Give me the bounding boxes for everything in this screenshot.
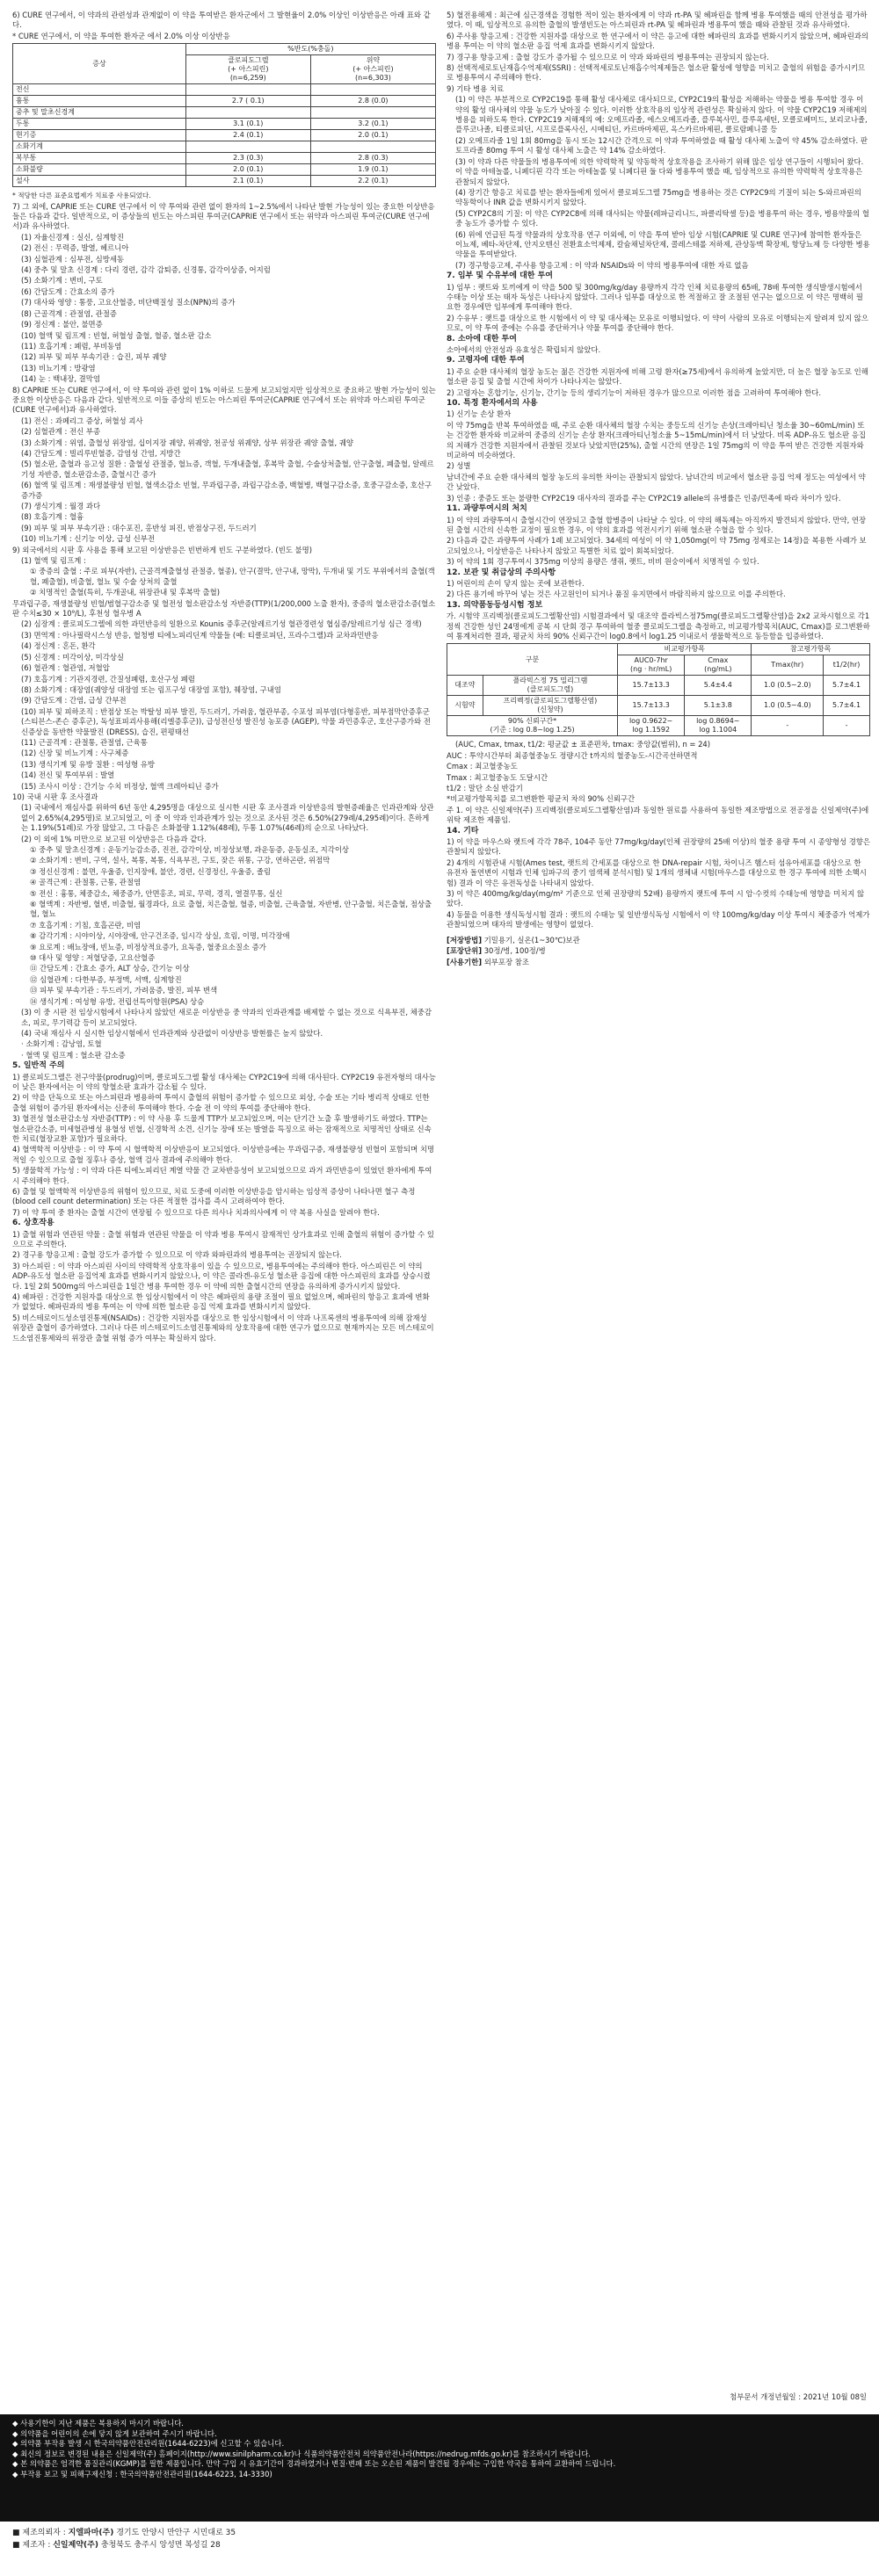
list-item: (2) 이 외에 1% 미만으로 보고된 이상반응은 다음과 같다. [21,834,207,843]
table-cell [185,107,310,119]
be-table-header-group2: 참고평가항목 [752,644,870,655]
list-item: (5) 신경계 : 미각이상, 미각상실 [21,652,124,662]
be-table-header-cmax: Cmax (ng/mL) [685,655,752,676]
list-item: 7) 이 약 투여 중 환자는 출혈 시간이 연장될 수 있으므로 다른 의사나 치과의사에게 이 약 복용 사실을 알려야 한다. [12,1207,380,1217]
list-item: 6) 출혈 및 혈액학적 이상반응의 위험이 있으므로, 치료 도중에 이러한 이상반응을 암시하는 임상적 증상이 나타나면 혈구 측정(blood cell count determination) 또는 다른 적절한 검사를 즉시 고려하여야 한다. [12,1187,416,1206]
list-item: (10) 피부 및 피하조직 : 반점상 또는 박탈성 피부 발진, 두드러기, 가려움, 혈관부종, 수포성 피부염(다형홍반, 피부점막안증후군(스티븐스-존슨 증후군), 독성표피괴사용해(리엘증후군)), 급성전신성 발진성 농포증 (AGEP), 약물 과민증후군, 호산구증가와 전신증상을 동반한 약물발진 (DRESS), 습진, 편평태선 [21,706,431,736]
table-header-drug: 클로피도그렐 (+ 아스피린) (n=6,259) [185,55,310,84]
special-populations-list [447,409,870,503]
table-row [447,676,870,696]
list-item: 5) 생물학적 가능성 : 이 약과 다른 티에노피리딘 계열 약물 간 교차반응성이 보고되었으므로 과거 과민반응이 있었던 환자에게 투여 시 주의해야 한다. [12,1166,432,1185]
table-cell [310,141,435,153]
list-item: ⑬ 피부 및 부속기관 : 두드러기, 가려움증, 발진, 피부 변색 [30,986,218,995]
section-9-list [12,546,436,792]
list-item: 2) 경구용 항응고제 : 출혈 강도가 증가할 수 있으므로 이 약과 와파린과의 병용투여는 권장되지 않는다. [12,1250,342,1260]
be-table-notes [447,740,870,804]
right-column [447,11,870,968]
section-title-storage: 12. 보관 및 취급상의 주의사항 [447,568,556,577]
list-item: · 소화기계 : 감낭염, 토혈 [21,1039,102,1049]
list-item: · 혈액 및 림프계 : 혈소판 감소증 [21,1050,126,1060]
storage-caution-list [447,579,870,600]
list-item: 1) 주요 순환 대사체의 혈장 농도는 젊은 건강한 지원자에 비해 고령 환자(≥75세)에서 유의하게 높았지만, 더 높은 혈장 농도로 인해 혈소판 응집 및 출혈 시간에 차이가 나타나지는 않았다. [447,366,868,387]
list-item: (9) 정신계 : 불안, 불면증 [21,320,103,329]
table-cell [310,84,435,96]
list-item: (13) 비뇨기계 : 방광염 [21,363,96,373]
list-item: (8) 근골격계 : 관절염, 관절증 [21,308,117,318]
table-cell: - [824,716,870,736]
list-item: ③ 정신신경계 : 불면, 우울증, 인지장애, 불안, 경련, 신경정신, 우울증, 졸림 [30,866,272,876]
list-item: (7) 경구항응고제, 주사용 항응고제 : 이 약과 NSAIDs와 이 약의 병용투여에 대한 자료 없음 [455,260,749,270]
other-info-list [447,837,870,930]
list-item: ② 치명적인 출혈(특히, 두개골내, 위장관내 및 후복막 출혈) [30,588,220,597]
list-item: 2) 고령자는 혼합기능, 신기능, 간기능 등의 생리기능이 저하된 경우가 많으므로 이러한 점을 고려하여 투여해야 한다. [447,387,822,397]
list-item: (4) 장기간 항응고 치료를 받는 환자들에게 있어서 클로피도그렐 75mg을 병용하는 것은 CYP2C9의 기질이 되는 S-와르파린의 약동학이나 INR 값을 변화시키지 않았다. [455,187,861,207]
section-title-pediatric: 8. 소아에 대한 투여 [447,334,517,344]
storage-info: [저장방법] 기밀용기, 실온(1~30℃)보관 [447,935,580,944]
list-item: 6) 주사용 항응고제 : 건강한 지원자를 대상으로 한 연구에서 이 약은 응고에 대한 헤파린의 효과를 변화시키지 않았으며, 헤파린과의 병용 투여는 이 약의 혈소판 응집 억제 효과를 변화시키지 않았다. [447,31,869,51]
list-item: (6) 위에 언급된 특정 약물과의 상호작용 연구 이외에, 이 약을 투여 받아 임상 시험(CAPRIE 및 CURE 연구)에 참여한 환자들은 이뇨제, 베타-차단제, 안지오텐신 전환효소억제제, 칼슘채널차단제, 콜레스테롤 저하제, 관상동맥 확장제, 항당뇨제 등 다양한 병용약물을 투여받았다. [455,229,870,259]
table-cell: 2.4 (0.1) [185,130,310,141]
list-item: 소아에서의 안전성과 유효성은 확립되지 않았다. [447,345,601,354]
section-title-elderly: 9. 고령자에 대한 투여 [447,356,525,365]
list-item: ① 중증의 출혈 : 주로 피부(자반), 근골격계출혈성 관절증, 혈종), 안구(결막, 안구내, 망막), 두개내 및 기도 부위에서의 출혈(객혈, 폐출혈), 비출혈, 혈뇨 및 수술 상처의 출혈 [30,567,435,586]
list-item: (5) 혈소판, 출혈과 응고성 질환 : 출혈성 관절증, 혈뇨증, 객혈, 두개내출혈, 후복막 출혈, 수술상처출혈, 안구출혈, 폐출혈, 알레르기성 자반증, 혈소판감소증, 출혈시간 증가 [21,459,434,479]
list-item: 1) 어린이의 손이 닿지 않는 곳에 보관한다. [447,578,585,588]
table-row [13,164,436,176]
list-item: ⑧ 감각기계 : 시야이상, 시야장애, 안구건조증, 임시각 상실, 흐림, 이명, 미각장애 [30,931,290,941]
section-title-bioequivalence: 13. 의약품동등성시험 정보 [447,600,543,610]
be-table-header-t12: t1/2(hr) [824,655,870,676]
intro-text: 6) CURE 연구에서, 이 약과의 관련성과 관계없이 이 약을 투여받은 환자군에서 그 발현율이 2.0% 이상인 이상반응은 아래 표와 같다. [12,11,431,30]
table-cell: 전신 [13,84,186,96]
bioequivalence-intro: 가. 시험약 프리벡정(클로피도그렐황산염) 시험결과에서 및 대조약 플라빅스정75mg(클로피도그렐황산염)을 2x2 교차시험으로 각1정씩 건강한 성인 24명에게 공복 시 단회 경구 투여하여 혈중 클로피도그렐을 측정하고, 비교평가항목치(AUC, Cmax)를 로그변환하여 통계처리한 결과, 평균치 차의 90% 신뢰구간이 log0.8에서 log1.25 이내로서 생물학적으로 동등함을 입증하였다. [447,611,870,640]
list-item: (5) CYP2C8의 기질: 이 약은 CYP2C8에 의해 대사되는 약물(레파글리니드, 파클리탁셀 등)을 병용투여 하는 경우, 병용약물의 혈중 농도가 증가할 수 있다. [455,208,870,228]
interactions-continued-list [447,11,870,271]
table-corner: 증상 [13,44,186,84]
list-item: 1) 클로피도그렐은 전구약물(prodrug)이며, 클로피도그렐 활성 대사체는 CYP2C19에 의해 대사된다. CYP2C19 유전자형의 대사능이 낮은 환자에서는 이 약의 항혈소판 효과가 감소될 수 있다. [12,1072,436,1091]
list-item: 3) 이 약의 1회 경구투여시 375mg 이상의 용량은 생쥐, 랫트, 비비 원숭이에서 치명적일 수 있다. [447,557,759,567]
list-item: (6) 혈액 및 림프계 : 재생불량성 빈혈, 혈색소감소 빈혈, 무과립구증, 과립구감소증, 백혈병, 백혈구감소증, 호중구감소증, 호산구증가증 [21,481,432,500]
section-title-general-precautions: 5. 일반적 주의 [12,1061,65,1071]
list-item: (2) 전신 : 무력증, 발열, 헤르니아 [21,243,129,253]
list-item: (10) 비뇨기계 : 신기능 이상, 급성 신부전 [21,534,155,544]
list-item: ⑫ 심혈관계 : 다한부증, 부정맥, 서맥, 심계항진 [30,974,182,984]
list-item: (11) 근골격계 : 관절통, 관절염, 근육통 [21,737,148,747]
list-item: 3) 인종 : 중증도 또는 불량한 CYP2C19 대사자의 결과를 주는 CYP2C19 allele의 유병률은 인종/민족에 따라 차이가 있다. [447,493,841,503]
table-note: *비교평가항목치를 로그변환한 평균치 차의 90% 신뢰구간 [447,794,636,804]
list-item: (7) 대사와 영양 : 통풍, 고요산혈증, 비단백질성 질소(NPN)의 증가 [21,298,236,308]
table-cell: 1.0 (0.5~4.0) [752,696,824,716]
list-item: (10) 혈액 및 림프계 : 빈혈, 허혈성 출혈, 혈종, 혈소판 감소 [21,330,212,340]
list-item: (12) 신장 및 비뇨기계 : 사구체증 [21,749,129,758]
table-row [13,119,436,130]
notice-line: ◆ 사용기한이 지난 제품은 복용하지 마시기 바랍니다. [12,2419,184,2428]
list-item: (2) 심혈관계 : 전신 부종 [21,427,101,437]
list-item: 9) 외국에서의 시판 후 사용을 통해 보고된 이상반응은 빈번하게 빈도 구분하였다. (빈도 불명) [12,545,312,554]
table-note: * 적당한 다른 표준요법제가 치료중 사용되었다. [12,192,151,200]
list-item: 2) 성별 [447,461,471,471]
section-title-interactions: 6. 상호작용 [12,1219,54,1228]
table-cell: 프리벡정(클로피도그렐황산염) (신청약) [483,696,617,716]
table-cell: 소화불량 [13,164,186,176]
notice-bar [0,2414,879,2522]
table-cell: 15.7±13.3 [618,676,685,696]
list-item: 3) 아스피린 : 이 약과 아스피린 사이의 약력학적 상호작용이 있을 수 있으므로, 병용투여에는 주의해야 한다. 아스피린은 이 약의 ADP-유도성 혈소판 응집억제 효과를 변화시키지 않았으나, 이 약은 콜라겐-유도성 혈소판 응집에 대한 아스피린의 효과를 상승시켰다. 1일 2회 500mg의 아스피린을 1일간 병용 투여한 경우 이 약에 의한 출혈시간의 연장을 유의하게 증가시키지 않았다. [12,1261,431,1291]
list-item: (3) 면역계 : 아나필락시스성 반응, 혈청병 티에노피리딘계 약물들 (예: 티클로피딘, 프라수그렐)과 교차과민반응 [21,630,379,640]
pregnancy-list [447,283,870,334]
list-item: (4) 중추 및 말초 신경계 : 다리 경련, 감각 감퇴증, 신경통, 감각이상증, 어지럼 [21,265,271,275]
list-item: ⑨ 요로계 : 배뇨장애, 빈뇨증, 비정상적요증가, 요독증, 혈중요소질소 증가 [30,942,266,952]
table-cell: 3.2 (0.1) [310,119,435,130]
list-item: 2) 4개의 시험관내 시험(Ames test, 랫트의 간세포를 대상으로 한 DNA-repair 시험, 차이니즈 햄스터 섬유아세포를 대상으로 한 유전자 돌연변이 시험과 인체 임파구의 중기 염색체 분석시험) 및 1개의 생체내 시험(마우스를 대상으로 한 경구 투여에 의한 소핵시험) 결과 이 약은 유전독성을 나타내지 않았다. [447,857,867,887]
list-item: ⑥ 혈액계 : 자반병, 혈변, 비출혈, 월경과다, 요로 출혈, 치은출혈, 혈종, 비출혈, 근육출혈, 자반병, 안구출혈, 치은출혈, 점상출혈, 혈뇨 [30,900,432,919]
table-row [13,84,436,96]
table-cell: 대조약 [447,676,483,696]
manufacturer: ■ 제조자 : 신일제약(주) 충청북도 충주시 앙성면 복성길 28 [12,2541,221,2550]
notice-line: ◆ 본 의약품은 엄격한 품질관리(KGMP)를 필한 제품입니다. 만약 구입 시 유효기간이 경과하였거나 변질·변패 또는 오손된 제품이 발견될 경우에는 구입한 약국을 통하여 교환하여 드립니다. [12,2459,616,2469]
list-item: 4) 혈액학적 이상반응 : 이 약 투여 시 혈액학적 이상반응이 보고되었다. 이상반응에는 무과립구증, 재생불량성 빈혈이 포함되며 치명적일 수 있으므로 출혈 징후나 증상, 혈액 검사 결과에 주의해야 한다. [12,1145,435,1164]
table-note: t1/2 : 말단 소실 반감기 [447,784,523,792]
table-cell: 중추 및 말초신경계 [13,107,186,119]
table-row [447,696,870,716]
adverse-reaction-table [12,43,436,187]
table-row [13,176,436,187]
interactions-list [12,1230,436,1343]
list-item: (4) 간담도계 : 빌리루빈혈증, 감염성 간염, 지방간 [21,448,181,458]
table-note: Tmax : 최고혈중농도 도달시간 [447,772,548,782]
list-item: ⑩ 대사 및 영양 : 저혈당증, 고요산혈증 [30,953,156,963]
overdose-list [447,516,870,568]
table-cell: 흉통 [13,96,186,107]
list-item: 5) 비스테로이드성소염진통제(NSAIDs) : 건강한 지원자를 대상으로 한 임상시험에서 이 약과 나프록센의 병용투여에 의해 잠재성 위장관 출혈이 증가하였다. 그러나 다른 비스테로이드소염진통제와의 상호작용에 대한 연구가 없으므로 현재까지는 모든 비스테로이드소염진통제와의 위장관 출혈 위험 증가 여부는 확실하지 않다. [12,1313,434,1342]
table-cell: 2.0 (0.1) [185,164,310,176]
list-item: (6) 간담도계 : 간효소의 증가 [21,286,115,296]
list-item: ⑪ 간담도계 : 간효소 증가, ALT 상승, 간기능 이상 [30,964,190,973]
list-item: (11) 호흡기계 : 폐렴, 부비동염 [21,341,122,351]
list-item: (12) 피부 및 피부 부속기관 : 습진, 피부 궤양 [21,352,167,362]
manufacturer-info [0,2522,879,2557]
section-8-list [12,386,436,545]
list-item: 4) 동물을 이용한 생식독성시험 결과 : 랫트의 수태능 및 일반생식독성 시험에서 이 약 100mg/kg/day 이상 투여시 체중증가 억제가 관찰되었으며 태자의 발생에는 영향이 없었다. [447,909,870,930]
table-row [13,153,436,164]
be-table-header-group1: 비교평가항목 [618,644,752,655]
list-item: ⑤ 전신 : 흉통, 체중감소, 체중증가, 안면홍조, 피로, 무력, 경직, 열결무통, 실신 [30,888,283,898]
table-note: Cmax : 최고혈중농도 [447,762,518,771]
list-item: 3) 이 약은 400mg/kg/day(mg/m² 기준으로 인체 권장량의 52배) 용량까지 랫트에 투여 시 암·수컷의 수태능에 영향을 미치지 않았다. [447,889,865,908]
table-cell: 90% 신뢰구간* (기준 : log 0.8~log 1.25) [447,716,618,736]
table-cell: 시험약 [447,696,483,716]
list-item: 2) 다른 용기에 바꾸어 넣는 것은 사고원인이 되거나 품질 유지면에서 바람직하지 않으므로 이를 주의한다. [447,590,786,599]
table-cell: 5.7±4.1 [824,696,870,716]
be-table-header-tmax: Tmax(hr) [752,655,824,676]
list-item: (3) 이 중 시판 전 임상시험에서 나타나지 않았던 새로운 이상반응 중 약과의 인과관계를 배제할 수 없는 것으로 식욕부진, 체중감소, 피로, 무기력감 등이 보고되었다. [21,1008,432,1027]
pediatric-list [447,345,870,355]
be-footnote: 주 1. 이 약은 신일제약(주) 프리벡정(클로피도그렐황산염)과 동일한 원료를 사용하여 동일한 제조방법으로 전공정을 신일제약(주)에 위탁 제조한 제품임. [447,805,869,825]
list-item: (2) 심장계 : 클로피도그렐에 의한 과민반응의 일환으로 Kounis 증후군(알레르기성 혈관경련성 협심증/알레르기성 심근 경색) [21,619,422,629]
list-item: 1) 이 약의 과량투여시 출혈시간이 연장되고 출혈 합병증이 나타날 수 있다. 이 약의 해독제는 아직까지 발견되지 않았다. 만약, 연장된 출혈 시간의 신속한 교정이 필요한 경우, 이 약의 효과를 역전시키기 위해 혈소판 수혈을 할 수 있다. [447,515,867,534]
table-cell: 3.1 (0.1) [185,119,310,130]
list-item: 이 약 75mg을 반복 투여하였을 때, 주로 순환 대사체의 혈장 수치는 중등도의 신기능 손상(크레아티닌 청소율 30~60mL/min) 또는 건강한 환자와 비교하여 중증의 신기능 손상 환자(크레아티닌청소율 5~15mL/min)에서 더 낮았다. 비록 ADP-유도 혈소판 응집의 저해가 건강한 지원자에서 관찰된 것보다 낮았지만(25%), 출혈 시간의 연장은 1일 75mg의 이 약을 투여 받은 건강한 지원자와 비교하여 비슷하였다. [447,420,866,460]
section-title-overdose: 11. 과량투여시의 처치 [447,504,527,514]
list-item: (1) 자율신경계 : 실신, 심계항진 [21,232,124,242]
section-title-pregnancy: 7. 임부 및 수유부에 대한 투여 [447,271,553,281]
table-row [447,716,870,736]
list-item: 1) 신기능 손상 환자 [447,409,512,419]
list-item: (1) 이 약은 부분적으로 CYP2C19를 통해 활성 대사체로 대사되므로, CYP2C19의 활성을 저해하는 약물을 병용 투여할 경우 이 약의 활성 대사체의 약물 농도가 낮아질 수 있다. 이러한 상호작용의 임상적 관련성은 확실하지 않다. 이 약물 CYP2C19 저해제의 병용을 피하도록 한다. CYP2C19 저해제의 예: 오메프라졸, 에스오메프라졸, 플루복사민, 플루옥세틴, 모클로베미드, 보리코나졸, 플루코나졸, 티클로피딘, 시프로플록사신, 시메티딘, 카르바마제핀, 옥스카르바제핀, 클로람페니콜 등 [455,95,868,134]
list-item: 9) 기타 병용 치료 [447,83,505,93]
list-item: ④ 골격근계 : 관절통, 근통, 관절염 [30,878,142,887]
table-cell: 소화기계 [13,141,186,153]
list-item: 1) 출혈 위험과 연관된 약물 : 출혈 위험과 연관된 약물을 이 약과 병용 투여시 잠재적인 상가효과로 인해 출혈의 위험이 증가할 수 있으므로 주의한다. [12,1229,434,1249]
list-item: 7) 경구용 항응고제 : 출혈 강도가 증가될 수 있으므로 이 약과 와파린의 병용투여는 권장되지 않는다. [447,52,769,62]
list-item: (8) 소화기계 : 대장염(궤양성 대장염 또는 림프구성 대장염 포함), 췌장염, 구내염 [21,684,281,694]
table-header-placebo: 위약 (+ 아스피린) (n=6,303) [310,55,435,84]
list-item: (4) 국내 재심사 시 실시한 임상시험에서 인과관계와 상관없이 이상반응 발현률은 높지 않았다. [21,1028,323,1038]
bioequivalence-table [447,643,870,736]
revision-date: 첨부문서 개정년월일 : 2021년 10월 08일 [730,2392,867,2401]
notice-line: ◆ 최신의 정보로 변경된 내용은 신일제약(주) 홈페이지(http://www.sinilpharm.co.kr)나 식품의약품안전처 의약품안전나라(https://nedrug.mfds.go.kr)를 참조하시기 바랍니다. [12,2449,591,2458]
list-item: (9) 피부 및 피부 부속기관 : 대수포진, 홍반성 피진, 반점상구진, 두드러기 [21,523,257,532]
table-row [13,141,436,153]
list-item: (14) 눈 : 백내장, 결막염 [21,374,100,384]
table-cell: 현기증 [13,130,186,141]
list-item: (4) 정신계 : 혼돈, 환각 [21,641,96,651]
table-cell: 설사 [13,176,186,187]
list-item: 10) 국내 시판 후 조사결과 [12,792,98,801]
be-table-header-gubun: 구분 [447,644,618,676]
list-item: (9) 간담도계 : 간염, 급성 간부전 [21,696,127,706]
table-cell: 두통 [13,119,186,130]
table-cell: 2.1 (0.1) [185,176,310,187]
list-item: (2) 오메프라졸 1일 1회 80mg을 동시 또는 12시간 간격으로 이 약과 투여하였을 때 활성 대사체 노출이 약 45% 감소하였다. 판토프라졸 80mg 투여 시 활성 대사체 노출은 약 14% 감소하였다. [455,135,868,156]
table-note: (AUC, Cmax, tmax, t1/2: 평균값 ± 표준편차, tmax: 중앙값(범위), n = 24) [455,740,711,749]
elderly-list [447,367,870,398]
list-item: (3) 심혈관계 : 심부전, 심방세동 [21,254,124,264]
list-item: (1) 국내에서 재심사를 위하여 6년 동안 4,295명을 대상으로 실시한 시판 후 조사결과 이상반응의 발현증례율은 인과관계와 상관없이 2.65%(4,295명)로 보고되었고, 이 중 이 약과 인과관계가 있는 것으로 조사된 것은 6.50%(279례/4,295례)이다. 흔하게는 1.19%(51례)로 가장 많았고, 그 다음은 소화불량 1.12%(48례), 두통 1.07%(46례)의 순으로 나타났다. [21,803,434,833]
list-item: 2) 수유부 : 랫트를 대상으로 한 시험에서 이 약 및 대사체는 모유로 이행되었다. 이 약이 사람의 모유로 이행되는지 알려져 있지 않으므로, 이 약 투여 중에는 수유를 중단하거나 약물 투여를 중단해야 한다. [447,313,868,333]
list-item: (6) 혈관계 : 혈관염, 저혈압 [21,663,110,673]
left-column [12,11,436,1344]
table-cell [310,107,435,119]
table-cell: 복부통 [13,153,186,164]
table-header-group: %반도(%충돌) [185,44,435,55]
table-caption: * CURE 연구에서, 이 약을 투여한 환자군 에서 2.0% 이상 이상반응 [12,31,230,40]
list-item: (7) 생식기계 : 월경 과다 [21,502,101,510]
list-item: ② 소화기계 : 변비, 구역, 설사, 복통, 복통, 식욕부진, 구토, 잦은 위통, 구강, 연하곤란, 위점막 [30,856,331,865]
list-item: ⑦ 호흡기계 : 기침, 호흡곤란, 비염 [30,920,142,930]
table-cell: 1.9 (0.1) [310,164,435,176]
table-cell: 2.8 (0.3) [310,153,435,164]
table-cell: - [752,716,824,736]
list-item: ① 중추 및 말초신경계 : 운동기능감소증, 진전, 감각이상, 비정상보행, 과운동증, 운동실조, 지각이상 [30,845,350,854]
list-item: (3) 이 약과 다른 약물들의 병용투여에 의한 약력학적 및 약동학적 상호작용을 조사하기 위해 많은 임상 연구들이 시행되어 왔다. 이 약을 아테놀롤, 니페디핀 각각 또는 아테놀롤 및 니페디핀 둘 다와 병용투여 했을 때, 임상적으로 유의한 약력학적 상호작용은 관찰되지 않았다. [455,156,864,186]
list-item: (3) 소화기계 : 위염, 출혈성 위장염, 십이지장 궤양, 위궤양, 천공성 위궤양, 상부 위장관 궤양 출혈, 궤양 [21,438,354,447]
list-item: (7) 호흡기계 : 기관지경련, 간질성폐렴, 호산구성 폐렴 [21,674,195,684]
footer [0,2414,879,2557]
list-item: (15) 조사시 이상 : 간기능 수치 비정상, 혈액 크레아티닌 증가 [21,781,219,791]
list-item: (5) 소화기계 : 변비, 구토 [21,276,103,286]
list-item: 무과립구증, 재생불량성 빈혈/범혈구감소증 및 혈전성 혈소판감소성 자반증(TTP)(1/200,000 노출 환자), 중증의 혈소판감소증(혈소판 수치≤30 × 10⁹/L), 후천성 혈우병 A [12,598,436,619]
expiry-info: [사용기한] 외부포장 참조 [447,957,529,966]
list-item: 4) 헤파린 : 건강한 지원자를 대상으로 한 임상시험에서 이 약은 헤파린의 용량 조절이 필요 없었으며, 헤파린의 항응고 효과에 변화가 없었다. 헤파린과의 병용 투여는 이 약에 의한 혈소판 응집 억제 효과를 변화시키지 않았다. [12,1292,430,1312]
table-row [13,96,436,107]
table-cell [185,84,310,96]
section-title-special-populations: 10. 특정 환자에서의 사용 [447,399,538,409]
list-item: 8) 선택적세로토닌재흡수억제제(SSRI) : 선택적세로토닌재흡수억제제들은 혈소판 활성에 영향을 미치고 출혈의 위험을 증가시키므로 병용투여시 주의해야 한다. [447,63,866,83]
general-precautions-list [12,1073,436,1219]
list-item: ⑭ 생식기계 : 여성형 유방, 전립선특이항원(PSA) 상승 [30,996,205,1006]
be-table-header-auc: AUC0-7hr (ng · hr/mL) [618,655,685,676]
list-item: (13) 생식기계 및 유방 질환 : 여성형 유방 [21,759,155,769]
list-item: 1) 이 약을 마우스와 랫트에 각각 78주, 104주 동안 77mg/kg/day(인체 권장량의 25배 이상)의 혈중 용량 투여 시 종양형성 경향은 관찰되지 않았다. [447,837,870,857]
table-row [13,130,436,141]
table-cell: 5.7±4.1 [824,676,870,696]
table-cell: log 0.8694~ log 1.1004 [685,716,752,736]
list-item: 남녀간에 주요 순환 대사체의 혈장 농도의 유의한 차이는 관찰되지 않았다. 남녀간의 비교에서 혈소판 응집 억제 정도는 여성에서 약간 낮았다. [447,472,866,492]
table-cell: 5.1±3.8 [685,696,752,716]
list-item: (8) 호흡기계 : 혈흉 [21,512,84,522]
table-cell: 1.0 (0.5~2.0) [752,676,824,696]
list-item: (1) 전신 : 과페리그 증상, 허혈성 괴사 [21,416,143,425]
table-cell [185,141,310,153]
notice-line: ◆ 의약품 부작용 발생 시 한국의약품안전관리원(1644-6223)에 신고할 수 있습니다. [12,2439,285,2449]
manufacturer-requester: ■ 제조의뢰자 : 지엘파마(주) 경기도 안양시 만안구 시민대로 35 [12,2529,236,2537]
table-cell: 2.7 ( 0.1) [185,96,310,107]
table-row [13,107,436,119]
table-cell: 2.3 (0.3) [185,153,310,164]
table-cell: 2.8 (0.0) [310,96,435,107]
table-cell: 2.2 (0.1) [310,176,435,187]
list-item: 7) 그 외에, CAPRIE 또는 CURE 연구에서 이 약 투여와 관련 없이 환자의 1~2.5%에서 나타난 발현 가능성이 있는 중요한 이상반응들은 다음과 같다. 일반적으로, 이 증상들의 빈도는 아스피린 투여군(CAPRIE 연구에서 또는 위약과 아스피린 투여군(CURE 연구에서)과 유사하였다. [12,201,435,231]
list-item: 2) 다음과 같은 과량투여 사례가 1례 보고되었다. 34세의 여성이 이 약 1,050mg(이 약 75mg 정제로는 14정)을 복용한 사례가 보고되었으나, 이상반응은 나타나지 않았고 특별한 치료 없이 회복되었다. [447,536,867,555]
section-title-other: 14. 기타 [447,826,479,836]
list-item: 5) 혈전용해제 : 최근에 심근경색을 경험한 적이 있는 환자에게 이 약과 rt-PA 및 헤파린을 함께 병용 투여했을 때의 안전성을 평가하였다. 이 때, 임상적으로 유의한 출혈의 발생빈도는 아스피린과 rt-PA 및 헤파린과 병용투여 했을 때와 관찰된 것과 유사하였다. [447,11,868,30]
list-item: (14) 전신 및 투여부위 : 발열 [21,771,115,780]
table-cell: 2.0 (0.1) [310,130,435,141]
notice-line: ◆ 부작용 보고 및 피해구제신청 : 한국의약품안전관리원(1644-6223, 14-3330) [12,2469,272,2478]
table-cell: log 0.9622~ log 1.1592 [618,716,685,736]
table-cell: 플라빅스정 75 밀리그램 (클로피도그렐) [483,676,617,696]
list-item: (1) 혈액 및 림프계 : [21,556,86,566]
section-10-list [12,792,436,1060]
list-item: 2) 이 약을 단독으로 또는 아스피린과 병용하여 투여시 출혈의 위험이 증가할 수 있으므로 외상, 수술 또는 기타 병리적 상태로 인한 출혈 위험이 증가된 환자에서는 신중히 투여해야 한다. 수술 전 이 약의 투여를 중단해야 한다. [12,1093,430,1112]
section-7-list [12,202,436,385]
list-item: 1) 임부 : 랫트와 토끼에게 이 약을 500 및 300mg/kg/day 용량까지 각각 인체 치료용량의 65배, 78배 투여한 생식발생시험에서 수태능 이상 또는 태자 독성은 나타나지 않았다. 그러나 임부를 대상으로 한 적절하고 잘 조절된 연구는 없으므로 이 약은 명백히 필요한 경우에만 임부에게 투여해야 한다. [447,282,863,312]
table-cell: 5.4±4.4 [685,676,752,696]
list-item: 8) CAPRIE 또는 CURE 연구에서, 이 약 투여와 관련 없이 1% 이하로 드물게 보고되었지만 임상적으로 중요하고 발현 가능성이 있는 중요한 이상반응은 다음과 같다. 일반적으로 이들 증상의 빈도는 아스피린 투여군(CAPRIE 연구에서 또는 위약과 아스피린 투여군(CURE 연구에서)과 유사하였다. [12,385,436,415]
notice-line: ◆ 의약품을 어린이의 손에 닿지 않게 보관하여 주시기 바랍니다. [12,2428,217,2438]
table-cell: 15.7±13.3 [618,696,685,716]
package-info: [포장단위] 30정/병, 100정/병 [447,946,546,956]
table-note: AUC : 투약시간부터 최종혈중농도 정량시간 t까지의 혈중농도-시간곡선하면적 [447,750,698,760]
list-item: 3) 혈전성 혈소판감소성 자반증(TTP) : 이 약 사용 후 드물게 TTP가 보고되었으며, 이는 단기간 노출 후 발생하기도 하였다. TTP는 혈소판감소증, 미세혈관병성 용혈성 빈혈, 신경학적 소견, 신기능 장애 또는 발열을 특징으로 하는 잠재적으로 치명적인 상태로 신속한 치료(혈장교환 포함)가 필요하다. [12,1114,432,1143]
